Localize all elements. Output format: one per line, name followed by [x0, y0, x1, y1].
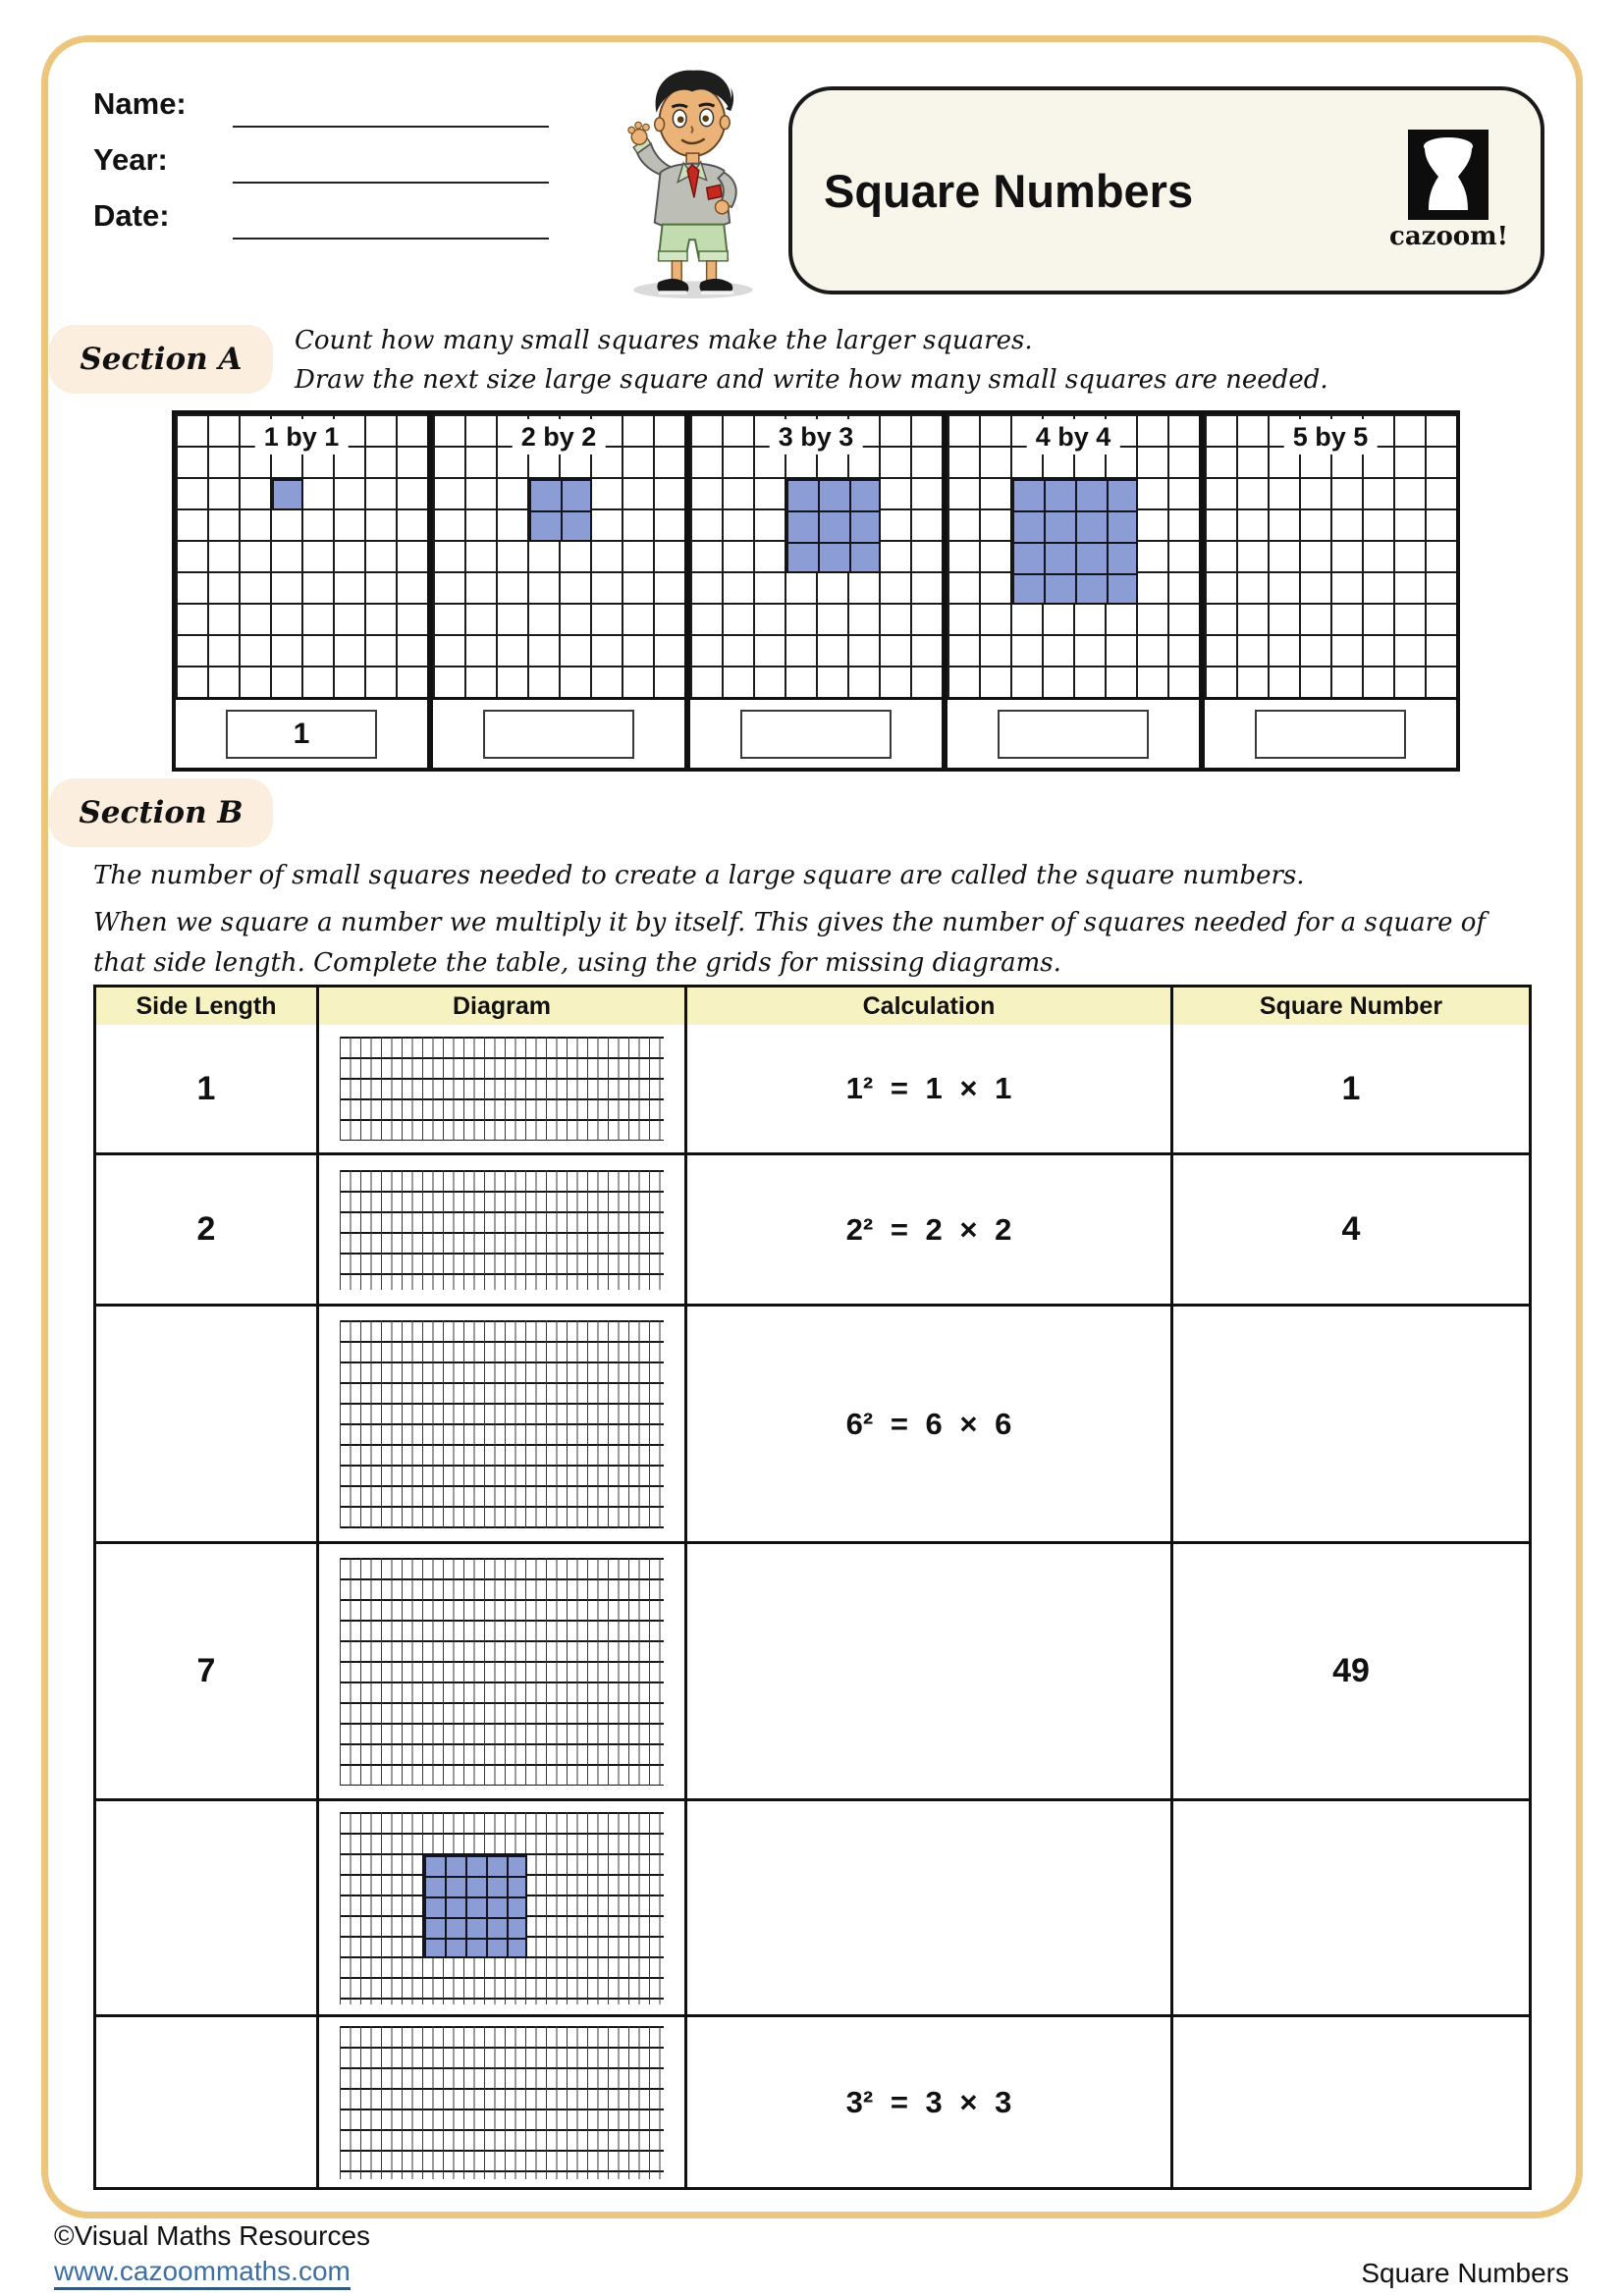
- page-title: Square Numbers: [824, 164, 1194, 217]
- square-number-cell[interactable]: 1: [1170, 1025, 1529, 1152]
- table-header-row: [96, 988, 1529, 1025]
- square-number-cell[interactable]: [1170, 2017, 1529, 2187]
- grid-panel[interactable]: [690, 414, 942, 768]
- answer-box[interactable]: [998, 710, 1149, 759]
- panel-grid[interactable]: [433, 414, 684, 697]
- diagram-cell: [316, 2017, 684, 2187]
- name-label: Name:: [93, 86, 187, 121]
- diagram-shaded-square: [422, 1853, 527, 1958]
- answer-strip: [690, 697, 942, 768]
- answer-strip: [433, 697, 684, 768]
- answer-box[interactable]: 1: [226, 710, 377, 759]
- section-b-text: [93, 856, 1532, 983]
- cartoon-boy-illustration: [597, 61, 784, 301]
- square-number-cell[interactable]: [1170, 1801, 1529, 2014]
- table-row: [96, 1798, 1529, 2014]
- calculation-cell[interactable]: 6² = 6 × 6: [684, 1307, 1170, 1541]
- paragraph: The number of small squares needed to create a large square are called the square numbers.: [93, 861, 1305, 890]
- answer-strip: [176, 697, 427, 768]
- shaded-square: [785, 477, 881, 573]
- side-length-cell[interactable]: [96, 1801, 316, 2014]
- drum-icon: [1408, 130, 1489, 220]
- diagram-grid[interactable]: [340, 1558, 664, 1786]
- table-row: [96, 1025, 1529, 1152]
- calculation-cell[interactable]: 2² = 2 × 2: [684, 1155, 1170, 1304]
- section-a-instructions: [295, 321, 1542, 400]
- instruction-line: Draw the next size large square and write how many small squares are needed.: [295, 365, 1328, 396]
- table-row: [96, 1541, 1529, 1798]
- header-diagram: Diagram: [316, 988, 684, 1025]
- website-link[interactable]: www.cazoommaths.com: [54, 2256, 351, 2290]
- year-label: Year:: [93, 142, 168, 177]
- answer-strip: [947, 697, 1199, 768]
- header-side-length: Side Length: [96, 988, 316, 1025]
- grid-panel[interactable]: [433, 414, 684, 768]
- answer-box[interactable]: [740, 710, 892, 759]
- answer-strip: [1205, 697, 1456, 768]
- header-square-number: Square Number: [1170, 988, 1529, 1025]
- date-field[interactable]: [233, 238, 549, 240]
- logo-text: cazoom!: [1389, 222, 1509, 251]
- square-number-cell[interactable]: 49: [1170, 1544, 1529, 1798]
- section-a-label: Section A: [49, 325, 273, 394]
- grid-panel[interactable]: [176, 414, 427, 768]
- side-length-cell[interactable]: 7: [196, 1652, 216, 1689]
- panel-label: 5 by 5: [1284, 419, 1378, 454]
- paragraph: When we square a number we multiply it by itself. This gives the number of squares needed for a square of that side length. Complete the table, using the grids for missing diagrams.: [93, 908, 1487, 978]
- panel-grid[interactable]: [1205, 414, 1456, 697]
- calculation-cell[interactable]: [684, 1801, 1170, 2014]
- answer-box[interactable]: [1255, 710, 1406, 759]
- calculation-cell[interactable]: 3² = 3 × 3: [684, 2017, 1170, 2187]
- year-field[interactable]: [233, 182, 549, 184]
- table-row: [96, 1152, 1529, 1304]
- panel-grid[interactable]: [176, 414, 427, 697]
- date-label: Date:: [93, 198, 170, 233]
- panel-label: 2 by 2: [513, 419, 606, 454]
- panel-grid[interactable]: [947, 414, 1199, 697]
- name-field[interactable]: [233, 126, 549, 128]
- grid-panel[interactable]: [947, 414, 1199, 768]
- shaded-square: [1010, 477, 1138, 605]
- side-length-cell[interactable]: 2: [196, 1210, 216, 1248]
- table-row: [96, 2014, 1529, 2187]
- calculation-cell[interactable]: [684, 1544, 1170, 1798]
- section-a-panels: [172, 410, 1460, 772]
- diagram-grid[interactable]: [340, 1170, 664, 1290]
- square-number-cell[interactable]: 4: [1170, 1155, 1529, 1304]
- calculation-cell[interactable]: 1² = 1 × 1: [684, 1025, 1170, 1152]
- square-numbers-table: [93, 985, 1532, 2190]
- cazoom-logo: [1389, 130, 1507, 251]
- diagram-cell: [316, 1307, 684, 1541]
- title-box: [788, 86, 1544, 294]
- table-row: [96, 1304, 1529, 1541]
- diagram-grid[interactable]: [340, 1320, 664, 1528]
- grid-panel[interactable]: [1205, 414, 1456, 768]
- diagram-cell: [316, 1801, 684, 2014]
- footer-doc-title: Square Numbers: [1361, 2258, 1569, 2288]
- side-length-cell[interactable]: 1: [196, 1069, 216, 1107]
- diagram-grid[interactable]: [340, 1037, 664, 1141]
- side-length-cell[interactable]: [96, 2017, 316, 2187]
- diagram-cell: [316, 1025, 684, 1152]
- diagram-grid[interactable]: [340, 1812, 664, 2004]
- answer-box[interactable]: [483, 710, 634, 759]
- header-calculation: Calculation: [684, 988, 1170, 1025]
- panel-label: 3 by 3: [770, 419, 863, 454]
- panel-grid[interactable]: [690, 414, 942, 697]
- panel-label: 1 by 1: [255, 419, 349, 454]
- panel-label: 4 by 4: [1027, 419, 1120, 454]
- diagram-cell: [316, 1544, 684, 1798]
- diagram-cell: [316, 1155, 684, 1304]
- side-length-cell[interactable]: [96, 1307, 316, 1541]
- shaded-square: [270, 477, 303, 510]
- section-b-label: Section B: [49, 778, 273, 847]
- shaded-square: [527, 477, 592, 542]
- copyright-text: ©Visual Maths Resources: [54, 2220, 371, 2251]
- square-number-cell[interactable]: [1170, 1307, 1529, 1541]
- diagram-grid[interactable]: [340, 2026, 664, 2179]
- instruction-line: Count how many small squares make the larger squares.: [295, 326, 1033, 355]
